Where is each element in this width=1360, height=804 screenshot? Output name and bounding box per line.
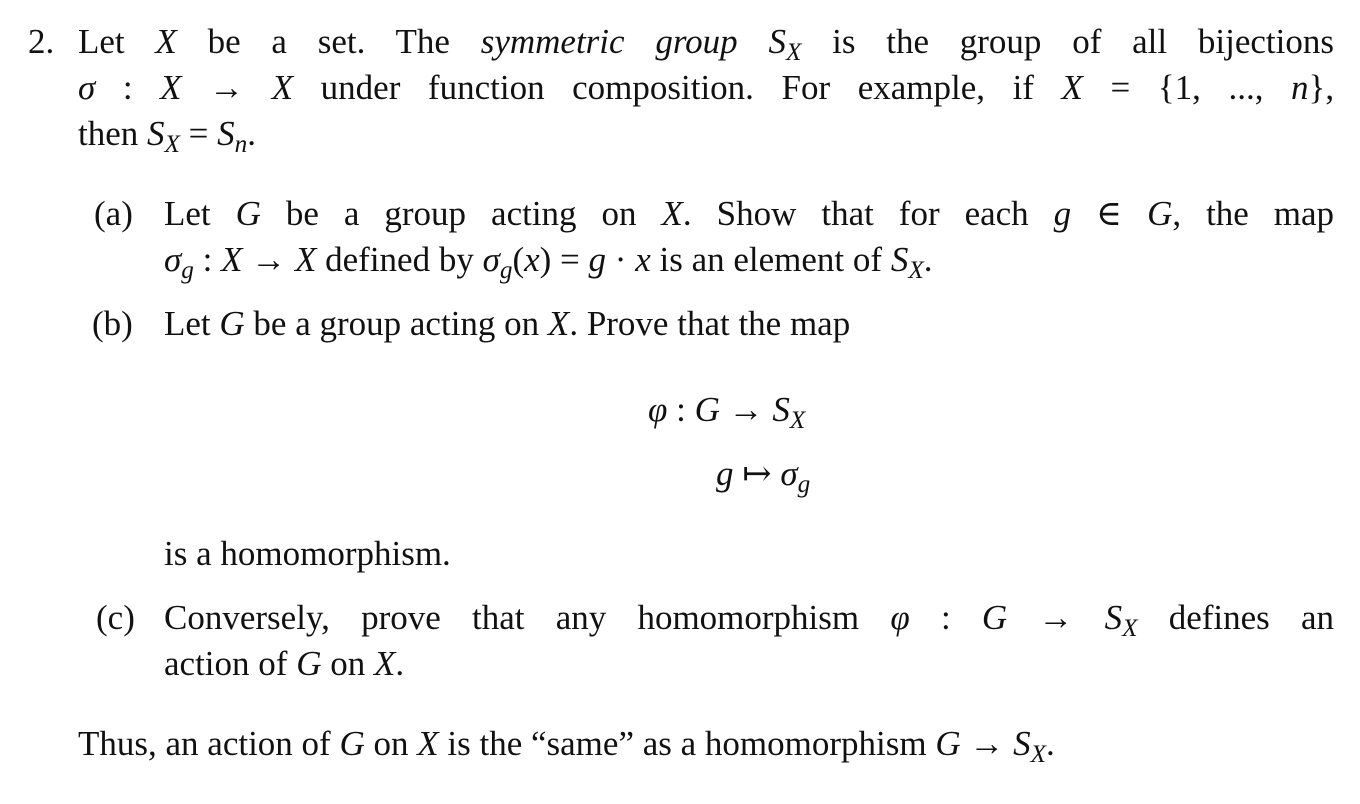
term-symmetric-group: symmetric group: [480, 22, 738, 61]
part-c-line-2: action of G on X.: [164, 644, 405, 683]
intro-line-1: Let X be a set. The symmetric group $S_X$ is the group of all bijections: [78, 22, 1334, 67]
math-set: {1, ..., n},: [1157, 68, 1335, 107]
part-b-line-2: is a homomorphism.: [164, 534, 451, 573]
part-a-line-2: $\sigma_g$ : X → X defined by $\sigma_g(x) = g \cdot x$ is an element of $S_X$.: [164, 240, 933, 285]
intro-line-3: then $S_X = S_n$.: [78, 114, 256, 159]
part-a-label: (a): [94, 194, 133, 233]
intro-line-2: σ : X → X under function composition. For example, if X = {1, ..., n},: [78, 68, 1335, 107]
part-a-line-1: Let G be a group acting on X. Show that for each g ∈ G, the map: [164, 194, 1335, 233]
math-sx: $S_X$: [768, 22, 802, 67]
problem-number-text: 2.: [28, 22, 55, 61]
display-map-line-2: g ↦ $\sigma_g$: [716, 454, 811, 499]
conclusion-line: Thus, an action of G on X is the “same” as a homomorphism $G \to S_X$.: [78, 724, 1055, 769]
part-b-line-1: Let G be a group acting on X. Prove that the map: [164, 304, 851, 343]
problem-number: [28, 24, 54, 59]
display-map-line-1: φ : $G \to S_X$: [648, 390, 806, 435]
part-c-line-1: Conversely, prove that any homomorphism φ : $G \to S_X$ defines an: [164, 598, 1335, 643]
math-x: X: [155, 22, 177, 61]
part-c-label: (c): [96, 598, 135, 637]
part-b-label: (b): [92, 304, 133, 343]
math-sigma: σ: [78, 68, 96, 107]
phi-symbol: φ: [648, 390, 668, 429]
